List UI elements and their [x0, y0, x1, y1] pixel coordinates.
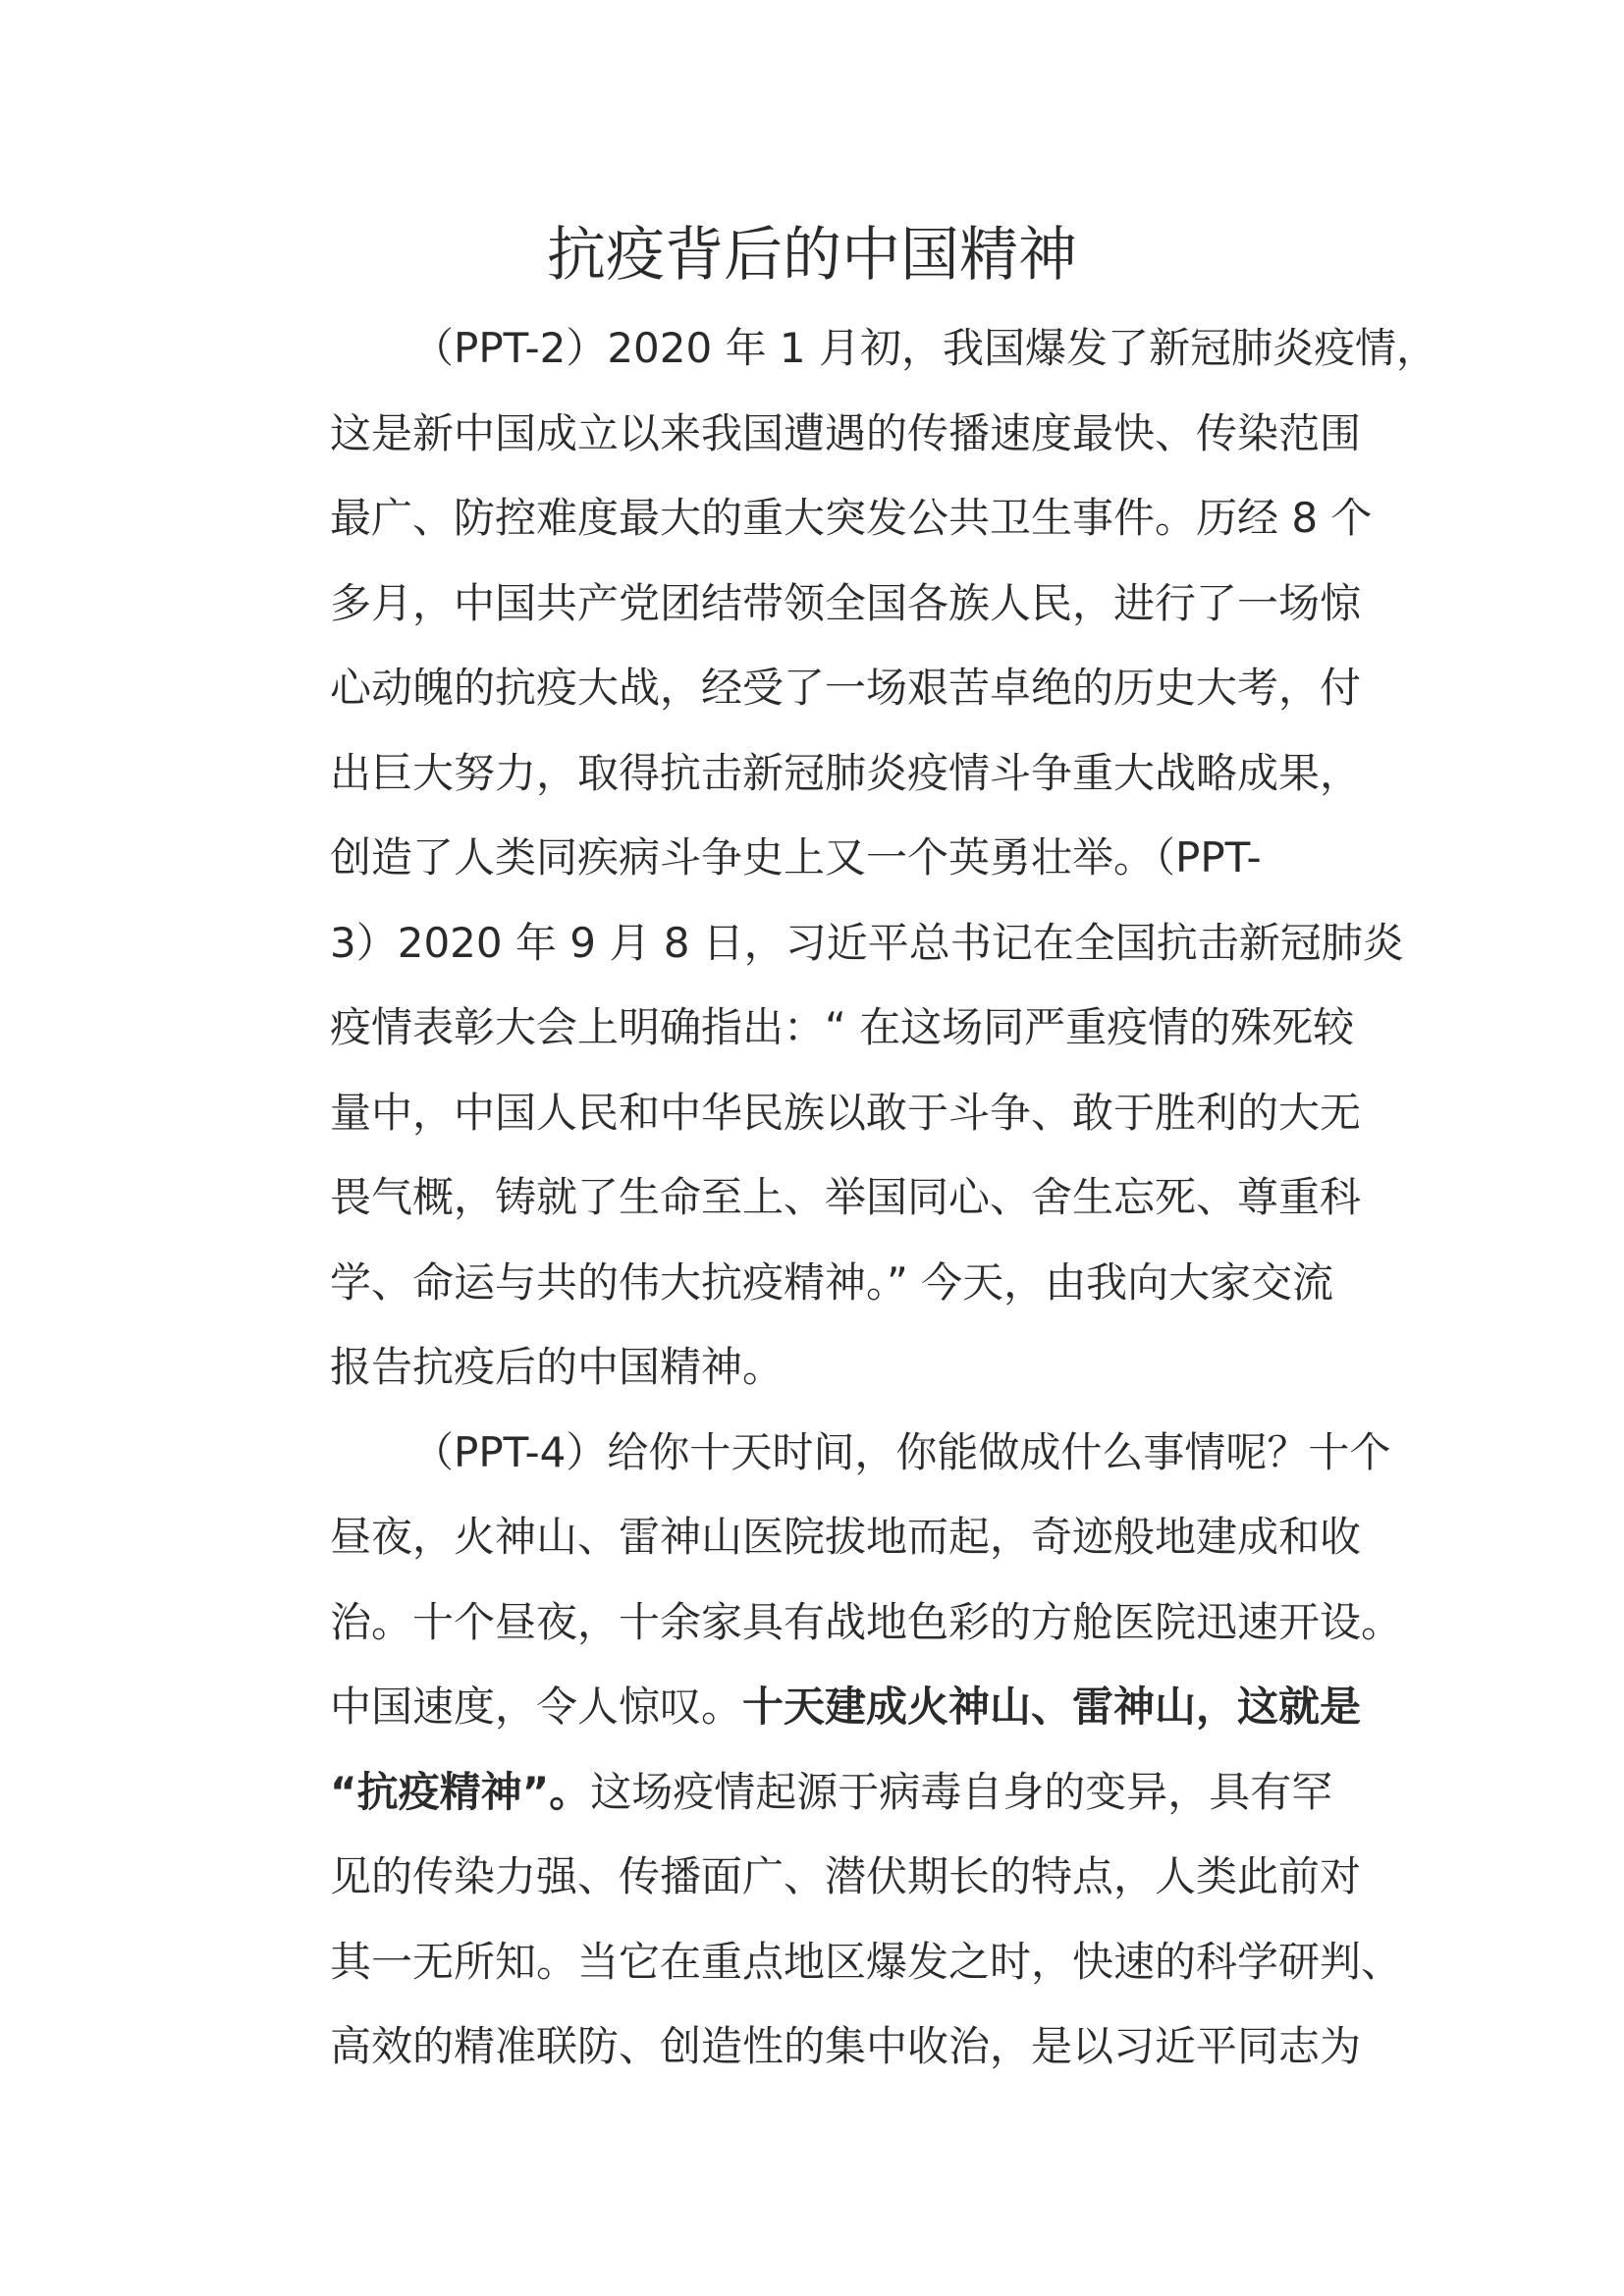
- paragraph-line: 疫情表彰大会上明确指出：“ 在这场同严重疫情的殊死较: [330, 1003, 1355, 1051]
- paragraph-line: 量中，中国人民和中华民族以敢于斗争、敢于胜利的大无: [330, 1088, 1362, 1137]
- paragraph-2: [247, 1411, 1403, 2090]
- paragraph-line: 创造了人类同疾病斗争史上又一个英勇壮举。（PPT-: [330, 833, 1262, 881]
- document-title: 抗疫背后的中国精神: [547, 221, 1077, 290]
- paragraph-line: 多月，中国共产党团结带领全国各族人民，进行了一场惊: [330, 578, 1362, 627]
- paragraph-line: 学、命运与共的伟大抗疫精神。” 今天，由我向大家交流: [330, 1257, 1334, 1307]
- paragraph-line: （PPT-2）2020 年 1 月初，我国爆发了新冠肺炎疫情，: [412, 324, 1437, 372]
- bold-text: 十天建成火神山、雷神山，这就是: [742, 1682, 1362, 1731]
- document-body: [247, 306, 1437, 2090]
- paragraph-line: 出巨大努力，取得抗击新冠肺炎疫情斗争重大战略成果，: [330, 748, 1362, 797]
- paragraph-line: 治。十个昼夜，十余家具有战地色彩的方舱医院迅速开设。: [330, 1597, 1403, 1646]
- paragraph-line: 畏气概，铸就了生命至上、举国同心、舍生忘死、尊重科: [330, 1173, 1362, 1221]
- paragraph-line: 高效的精准联防、创造性的集中收治，是以习近平同志为: [330, 2022, 1362, 2070]
- paragraph-line: 心动魄的抗疫大战，经受了一场艰苦卓绝的历史大考，付: [330, 664, 1362, 712]
- paragraph-line: 其一无所知。当它在重点地区爆发之时，快速的科学研判、: [330, 1937, 1403, 1986]
- paragraph-line: 报告抗疫后的中国精神。: [330, 1343, 785, 1391]
- bold-text: 。: [549, 1767, 591, 1816]
- plain-text: 中国速度，令人惊叹。: [330, 1682, 743, 1731]
- paragraph-1: [247, 306, 1437, 1411]
- paragraph-line: 昼夜，火神山、雷神山医院拔地而起，奇迹般地建成和收: [330, 1513, 1362, 1561]
- paragraph-line: （PPT-4）给你十天时间，你能做成什么事情呢？十个: [412, 1427, 1391, 1476]
- paragraph-line: 3）2020 年 9 月 8 日，习近平总书记在全国抗击新冠肺炎: [330, 918, 1404, 967]
- paragraph-line: 见的传染力强、传播面广、潜伏期长的特点，人类此前对: [330, 1852, 1362, 1900]
- paragraph-line: [247, 1665, 1386, 1750]
- paragraph-line: 最广、防控难度最大的重大突发公共卫生事件。历经 8 个: [330, 494, 1373, 542]
- paragraph-line: 这是新中国成立以来我国遭遇的传播速度最快、传染范围: [330, 408, 1362, 457]
- plain-text: 这场疫情起源于病毒自身的变异，具有罕: [590, 1767, 1333, 1816]
- bold-text: “抗疫精神”: [330, 1767, 550, 1816]
- paragraph-line: [247, 1750, 1386, 1836]
